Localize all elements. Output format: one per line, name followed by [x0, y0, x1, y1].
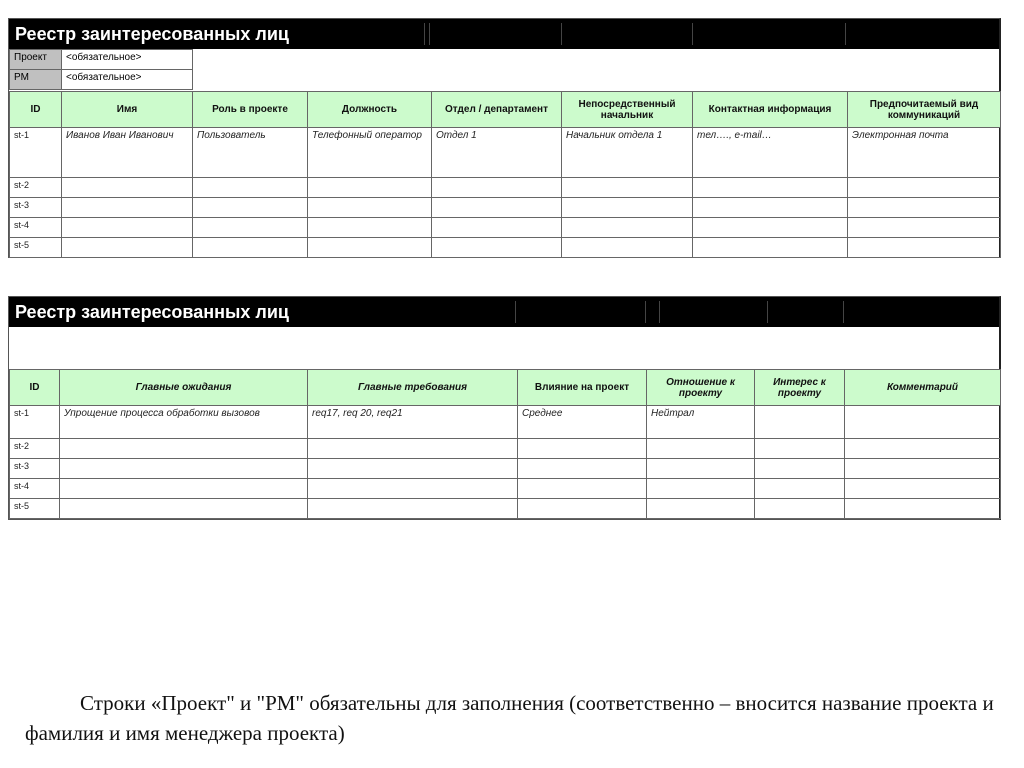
meta-label-project: Проект [10, 50, 62, 70]
instruction-note: Строки «Проект" и "PM" обязательны для заполнения (соответственно – вносится название проекта и фамилия и имя менеджера проекта) [25, 691, 994, 745]
table-row [10, 406, 1001, 439]
header-department: Отдел / департамент [432, 92, 562, 128]
header-position: Должность [308, 92, 432, 128]
table-cell[interactable] [308, 439, 518, 459]
title-divider [845, 23, 846, 45]
table-cell[interactable] [848, 218, 1001, 238]
table-cell[interactable] [60, 499, 308, 519]
header-name: Имя [62, 92, 193, 128]
meta-row-pm [10, 70, 193, 90]
title-divider [843, 301, 844, 323]
table-cell[interactable] [62, 218, 193, 238]
row-id: st-5 [10, 238, 62, 258]
table-cell[interactable] [848, 178, 1001, 198]
table-cell[interactable] [62, 238, 193, 258]
row-id: st-3 [10, 198, 62, 218]
header-influence: Влияние на проект [518, 370, 647, 406]
row-id: st-5 [10, 499, 60, 519]
table-cell[interactable] [308, 499, 518, 519]
header-expectations: Главные ожидания [60, 370, 308, 406]
title-divider [767, 301, 768, 323]
header-attitude: Отношение к проекту [647, 370, 755, 406]
header-communication: Предпочитаемый вид коммуникаций [848, 92, 1001, 128]
table-cell[interactable]: Отдел 1 [432, 128, 562, 178]
meta-row-project [10, 50, 193, 70]
table-cell[interactable] [432, 198, 562, 218]
header-id: ID [10, 92, 62, 128]
title-divider [429, 23, 430, 45]
table-cell[interactable] [848, 198, 1001, 218]
table-cell[interactable] [518, 459, 647, 479]
meta-value-pm[interactable]: <обязательное> [62, 70, 193, 90]
row-id: st-4 [10, 479, 60, 499]
header-row [10, 370, 1001, 406]
table-cell[interactable] [647, 459, 755, 479]
table-cell[interactable] [693, 198, 848, 218]
table-cell[interactable]: Телефонный оператор [308, 128, 432, 178]
table-cell[interactable] [693, 178, 848, 198]
sheet-2-title: Реестр заинтересованных лиц [9, 297, 999, 327]
table-cell[interactable] [845, 459, 1001, 479]
table-row [10, 198, 1001, 218]
table-cell[interactable]: Иванов Иван Иванович [62, 128, 193, 178]
title-divider [692, 23, 693, 45]
table-row [10, 439, 1001, 459]
meta-table [9, 49, 193, 90]
table-cell[interactable]: Начальник отдела 1 [562, 128, 693, 178]
table-cell[interactable] [62, 198, 193, 218]
table-row [10, 499, 1001, 519]
header-comment: Комментарий [845, 370, 1001, 406]
row-id: st-1 [10, 406, 60, 439]
table-cell[interactable] [193, 178, 308, 198]
blank-band [9, 327, 999, 370]
table-cell[interactable]: Среднее [518, 406, 647, 439]
table-cell[interactable] [308, 218, 432, 238]
table-cell[interactable]: Электронная почта [848, 128, 1001, 178]
title-divider [424, 23, 425, 45]
header-role: Роль в проекте [193, 92, 308, 128]
table-cell[interactable] [693, 238, 848, 258]
table-cell[interactable] [308, 479, 518, 499]
table-cell[interactable]: Пользователь [193, 128, 308, 178]
table-cell[interactable] [193, 238, 308, 258]
table-cell[interactable] [848, 238, 1001, 258]
table-cell[interactable] [755, 406, 845, 439]
table-cell[interactable] [755, 499, 845, 519]
table-row [10, 178, 1001, 198]
table-row [10, 128, 1001, 178]
table-cell[interactable] [432, 218, 562, 238]
table-cell[interactable] [755, 479, 845, 499]
table-cell[interactable] [562, 238, 693, 258]
stakeholder-register-sheet-1 [8, 18, 1001, 258]
table-cell[interactable] [755, 439, 845, 459]
table-cell[interactable] [432, 178, 562, 198]
table-cell[interactable] [518, 499, 647, 519]
table-cell[interactable] [518, 479, 647, 499]
table-cell[interactable] [562, 218, 693, 238]
table-cell[interactable] [62, 178, 193, 198]
header-id: ID [10, 370, 60, 406]
table-cell[interactable]: req17, req 20, req21 [308, 406, 518, 439]
row-id: st-3 [10, 459, 60, 479]
table-cell[interactable]: Нейтрал [647, 406, 755, 439]
sheet-1-title: Реестр заинтересованных лиц [9, 19, 999, 49]
table-cell[interactable]: Упрощение процесса обработки вызовов [60, 406, 308, 439]
table-cell[interactable] [562, 178, 693, 198]
table-cell[interactable] [647, 479, 755, 499]
table-cell[interactable] [308, 178, 432, 198]
header-requirements: Главные требования [308, 370, 518, 406]
stakeholder-table-2 [9, 369, 1001, 519]
row-id: st-2 [10, 178, 62, 198]
table-row [10, 238, 1001, 258]
stakeholder-table-1 [9, 91, 1001, 258]
table-row [10, 459, 1001, 479]
table-cell[interactable] [845, 479, 1001, 499]
table-cell[interactable] [845, 406, 1001, 439]
table-cell[interactable]: тел…., e-mail… [693, 128, 848, 178]
table-cell[interactable] [60, 479, 308, 499]
table-row [10, 479, 1001, 499]
row-id: st-1 [10, 128, 62, 178]
table-row [10, 218, 1001, 238]
table-cell[interactable] [647, 439, 755, 459]
table-cell[interactable] [60, 439, 308, 459]
header-contact: Контактная информация [693, 92, 848, 128]
table-cell[interactable] [518, 439, 647, 459]
title-divider [515, 301, 516, 323]
table-cell[interactable] [308, 459, 518, 479]
table-cell[interactable] [308, 198, 432, 218]
table-cell[interactable] [308, 238, 432, 258]
table-cell[interactable] [432, 238, 562, 258]
header-row [10, 92, 1001, 128]
table-cell[interactable] [562, 198, 693, 218]
table-cell[interactable] [60, 459, 308, 479]
table-cell[interactable] [193, 198, 308, 218]
title-divider [645, 301, 646, 323]
title-divider [561, 23, 562, 45]
meta-value-project[interactable]: <обязательное> [62, 50, 193, 70]
meta-label-pm: PM [10, 70, 62, 90]
row-id: st-2 [10, 439, 60, 459]
header-manager: Непосредственный начальник [562, 92, 693, 128]
row-id: st-4 [10, 218, 62, 238]
table-cell[interactable] [845, 499, 1001, 519]
stakeholder-register-sheet-2 [8, 296, 1001, 520]
table-cell[interactable] [845, 439, 1001, 459]
table-cell[interactable] [755, 459, 845, 479]
table-cell[interactable] [647, 499, 755, 519]
table-cell[interactable] [693, 218, 848, 238]
table-cell[interactable] [193, 218, 308, 238]
header-interest: Интерес к проекту [755, 370, 845, 406]
title-divider [659, 301, 660, 323]
